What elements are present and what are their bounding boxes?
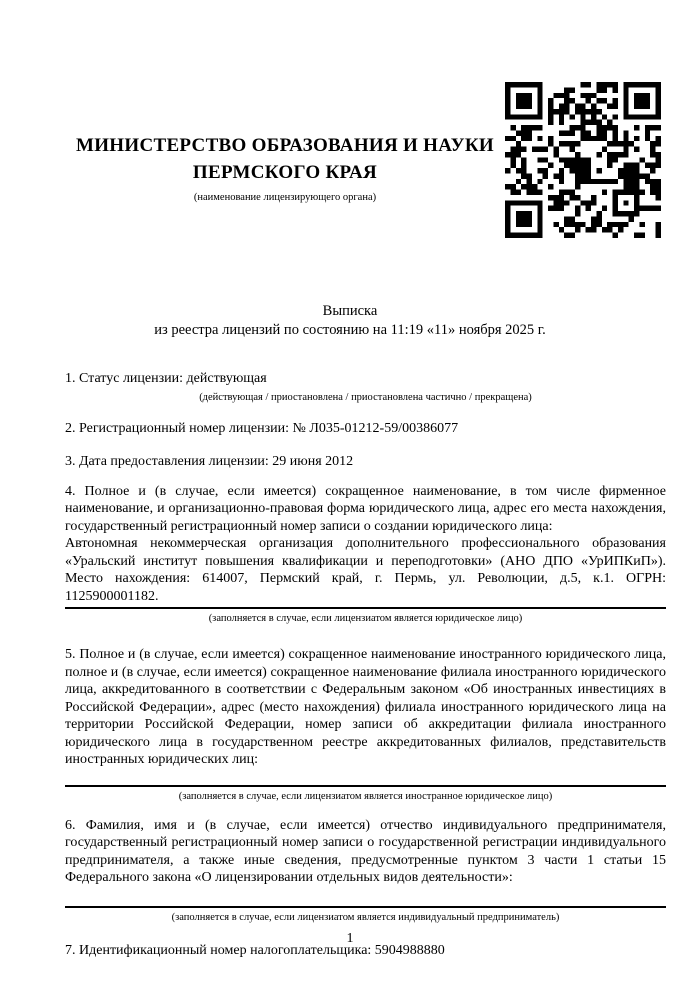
page-number: 1 [346, 931, 354, 946]
item-legal-entity-caption: (заполняется в случае, если лицензиатом является юридическое лицо) [208, 613, 523, 624]
document-header [0, 0, 700, 238]
ministry-caption: (наименование лицензирующего органа) [193, 192, 377, 203]
item-entrepreneur-caption: (заполняется в случае, если лицензиатом является индивидуальный предприниматель) [171, 911, 560, 923]
fill-in-line [65, 906, 666, 908]
item-license-grant-date: 3. Дата предоставления лицензии: 29 июня 2012 [65, 454, 354, 469]
item-legal-entity-heading: 4. Полное и (в случае, если имеется) сокращенное наименование, в том числе фирменное наименование, и организационно-правовая форма юридического лица, адрес его места нахождения, государственный регистрационный номер записи о создании юридического лица: [65, 483, 666, 534]
fill-in-line [65, 607, 666, 609]
document-body [0, 370, 700, 959]
fill-in-line [65, 785, 666, 787]
item-registration-number: 2. Регистрационный номер лицензии: № Л035-01212-59/00386077 [65, 420, 459, 436]
item-foreign-entity-caption: (заполняется в случае, если лицензиатом является иностранное юридическое лицо) [178, 790, 553, 802]
item-taxpayer-number: 7. Идентификационный номер налогоплательщика: 5904988880 [65, 942, 445, 958]
ministry-name [65, 132, 505, 186]
document-title [0, 302, 700, 340]
item-entrepreneur-heading: 6. Фамилия, имя и (в случае, если имеется) отчество индивидуального предпринимателя, государственный регистрационный номер записи о государственной регистрации индивидуального предпринимателя, а также иные сведения, предусмотренные пунктом 3 части 1 статьи 15 Федерального закона «О лицензировании отдельных видов деятельности»: [65, 817, 666, 885]
licensing-authority-block [65, 132, 505, 204]
item-license-status-options-caption: (действующая / приостановлена / приостановлена частично / прекращена) [199, 391, 532, 403]
qr-code-icon [505, 82, 661, 238]
document-title-line2: из реестра лицензий по состоянию на 11:19 «11» ноября 2025 г. [154, 322, 546, 338]
item-legal-entity-value: Автономная некоммерческая организация дополнительного профессионального образования «Уральский институт повышения квалификации и переподготовки» (АНО ДПО «УрИПКиП»). Место нахождения: 614007, Пермский край, г. Пермь, ул. Революции, д.5, к.1. ОГРН: 1125900001182. [65, 536, 666, 604]
item-license-status: 1. Статус лицензии: действующая [65, 371, 267, 386]
ministry-name-line2: ПЕРМСКОГО КРАЯ [192, 162, 378, 183]
ministry-name-line1: МИНИСТЕРСТВО ОБРАЗОВАНИЯ И НАУКИ [75, 135, 495, 156]
document-title-line1: Выписка [322, 303, 378, 319]
item-foreign-entity-heading: 5. Полное и (в случае, если имеется) сокращенное наименование иностранного юридического лица, полное и (в случае, если имеется) сокращенное наименование филиала иностранного юридического лица, аккредитованного в соответствии с Федеральным законом «Об иностранных инвестициях в Российской Федерации», адрес (место нахождения) филиала иностранного юридического лица на территории Российской Федерации, номер записи об аккредитации филиала иностранного юридического лица в государственном реестре аккредитованных филиалов, представительств иностранных юридических лиц: [65, 647, 666, 767]
